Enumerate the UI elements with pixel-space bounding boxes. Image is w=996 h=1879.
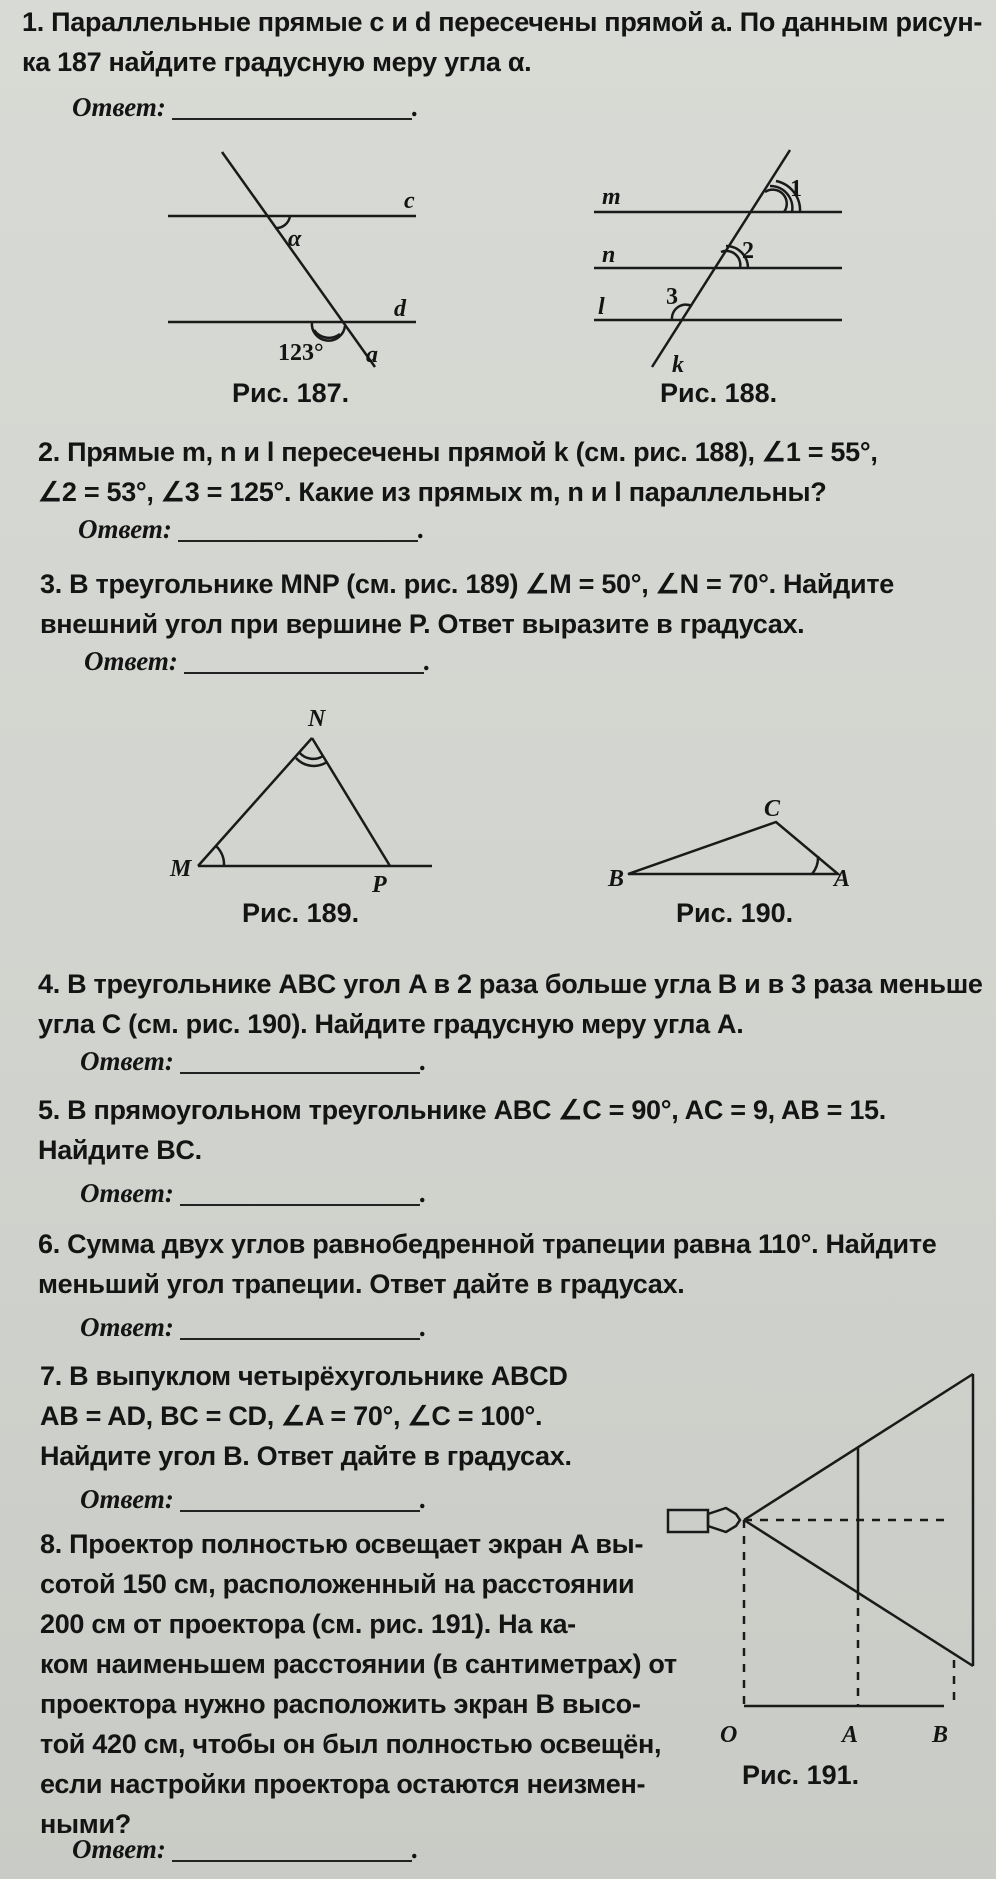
problem-8-line-7: если настройки проектора остаются неизмен- [40, 1769, 646, 1799]
problem-5-line-2: Найдите BC. [38, 1135, 202, 1165]
fig191-label-B: B [932, 1722, 949, 1748]
fig187-label-123: 123° [278, 340, 324, 366]
answer-8-blank[interactable] [172, 1860, 412, 1862]
problem-1-line-1: 1. Параллельные прямые c и d пересечены прямой a. По данным рисун- [22, 7, 983, 37]
answer-2: Ответ: . [78, 514, 425, 544]
fig-188 [594, 150, 842, 378]
fig188-label-n: n [602, 242, 616, 268]
fig190-caption: Рис. 190. [676, 898, 794, 928]
fig187-label-d: d [394, 296, 406, 322]
problem-1-line-2: ка 187 найдите градусную меру угла α. [22, 47, 532, 77]
fig191-caption: Рис. 191. [742, 1760, 860, 1790]
fig-187 [168, 152, 416, 368]
answer-4-blank[interactable] [180, 1072, 420, 1074]
fig190-label-C: C [764, 796, 781, 822]
fig188-label-3: 3 [666, 284, 678, 310]
fig187-label-c: c [404, 188, 415, 214]
problem-8-line-6: той 420 см, чтобы он был полностью освещён, [40, 1729, 662, 1759]
fig191-label-A: A [842, 1722, 859, 1748]
problem-4-line-2: угла C (см. рис. 190). Найдите градусную меру угла A. [38, 1009, 744, 1039]
problem-6-line-2: меньший угол трапеции. Ответ дайте в градусах. [38, 1269, 685, 1299]
problem-7-line-2: AB = AD, BC = CD, ∠A = 70°, ∠C = 100°. [40, 1401, 543, 1431]
fig190-label-B: B [608, 866, 625, 892]
answer-5: Ответ: . [80, 1178, 427, 1208]
problem-2-line-2: ∠2 = 53°, ∠3 = 125°. Какие из прямых m, n и l параллельны? [38, 477, 827, 507]
problem-4-line-1: 4. В треугольнике ABC угол A в 2 раза больше угла B и в 3 раза меньше [38, 969, 983, 999]
answer-1: Ответ: . [72, 92, 419, 122]
fig190-label-A: A [834, 866, 851, 892]
fig187-label-alpha: α [288, 226, 302, 252]
fig-191 [668, 1374, 973, 1748]
answer-3-blank[interactable] [184, 672, 424, 674]
problem-7-line-3: Найдите угол B. Ответ дайте в градусах. [40, 1441, 572, 1471]
answer-6: Ответ: . [80, 1312, 427, 1342]
projector-icon [668, 1510, 708, 1532]
fig188-label-k: k [672, 352, 684, 378]
answer-5-blank[interactable] [180, 1204, 420, 1206]
problem-8-line-1: 8. Проектор полностью освещает экран A вы- [40, 1529, 644, 1559]
fig189-label-N: N [308, 706, 326, 732]
fig188-label-m: m [602, 184, 621, 210]
fig187-caption: Рис. 187. [232, 378, 350, 408]
fig187-label-a: a [366, 342, 378, 368]
fig189-label-M: M [170, 856, 192, 882]
answer-6-blank[interactable] [180, 1338, 420, 1340]
fig188-label-1: 1 [790, 176, 802, 202]
problem-7-line-1: 7. В выпуклом четырёхугольнике ABCD [40, 1361, 568, 1391]
problem-3-line-2: внешний угол при вершине P. Ответ выразите в градусах. [40, 609, 805, 639]
fig188-caption: Рис. 188. [660, 378, 778, 408]
fig191-label-O: O [720, 1722, 738, 1748]
fig-190 [607, 796, 850, 892]
problem-8-line-4: ком наименьшем расстоянии (в сантиметрах) от [40, 1649, 677, 1679]
answer-7-blank[interactable] [180, 1510, 420, 1512]
answer-7: Ответ: . [80, 1484, 427, 1514]
answer-3: Ответ: . [84, 646, 431, 676]
fig189-label-P: P [372, 872, 387, 898]
problem-5-line-1: 5. В прямоугольном треугольнике ABC ∠C = 90°, AC = 9, AB = 15. [38, 1095, 886, 1125]
fig-189 [169, 706, 432, 898]
fig188-label-2: 2 [742, 238, 754, 264]
problem-8-line-2: сотой 150 см, расположенный на расстоянии [40, 1569, 635, 1599]
problem-8-line-8: ными? [40, 1809, 131, 1839]
answer-4: Ответ: . [80, 1046, 427, 1076]
answer-2-blank[interactable] [178, 540, 418, 542]
fig188-label-l: l [598, 294, 605, 320]
problem-2-line-1: 2. Прямые m, n и l пересечены прямой k (см. рис. 188), ∠1 = 55°, [38, 437, 878, 467]
answer-8: Ответ: . [72, 1834, 419, 1864]
problem-8-line-3: 200 см от проектора (см. рис. 191). На ка- [40, 1609, 576, 1639]
fig189-caption: Рис. 189. [242, 898, 360, 928]
problem-6-line-1: 6. Сумма двух углов равнобедренной трапеции равна 110°. Найдите [38, 1229, 937, 1259]
problem-3-line-1: 3. В треугольнике MNP (см. рис. 189) ∠M = 50°, ∠N = 70°. Найдите [40, 569, 894, 599]
problem-8-line-5: проектора нужно расположить экран B высо- [40, 1689, 641, 1719]
